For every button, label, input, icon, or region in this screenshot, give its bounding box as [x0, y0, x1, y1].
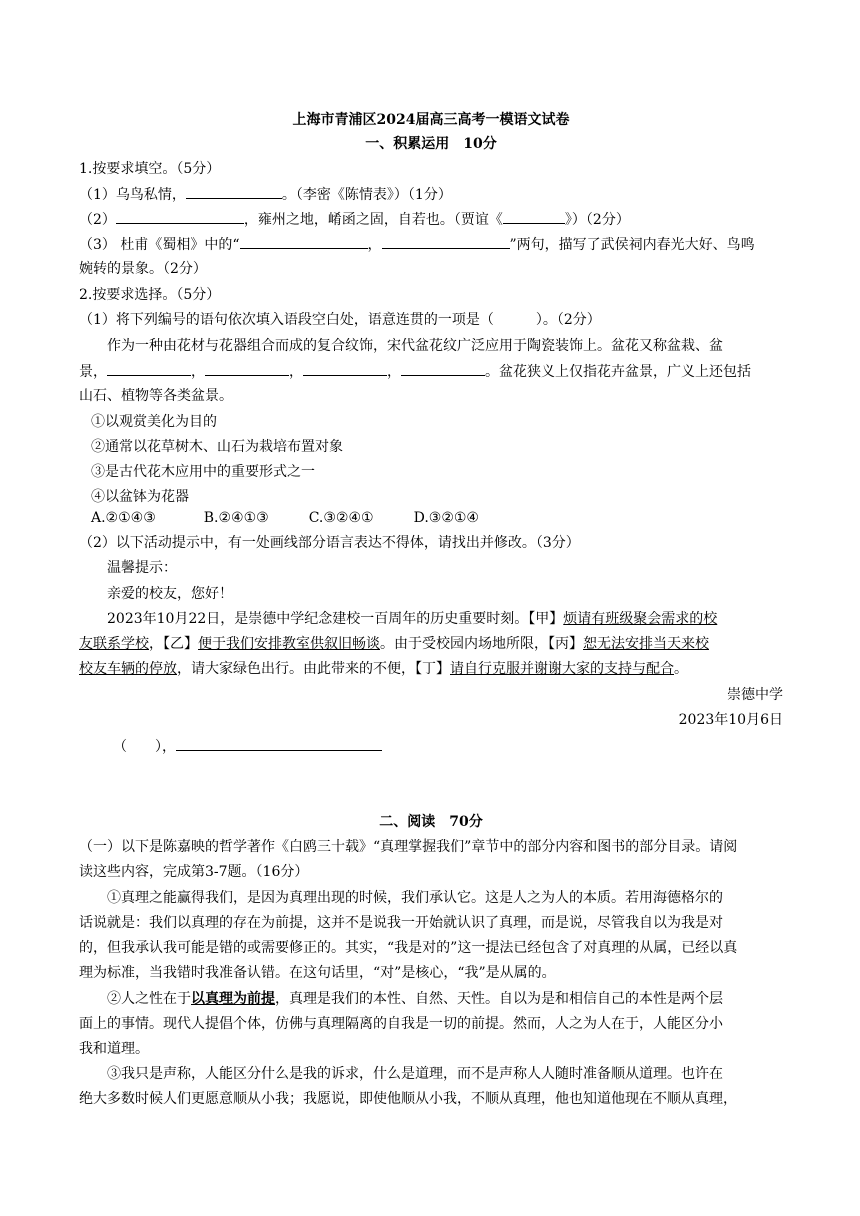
question-2-2: （2）以下活动提示中，有一处画线部分语言表达不得体，请找出并修改。（3分）	[79, 535, 580, 551]
reading-para-1-line: 理为标准，当我错时我准备认错。在这句话里，“对”是核心，“我”是从属的。	[79, 965, 556, 981]
option-4: ④以盆钵为花器	[91, 489, 189, 505]
choice-c[interactable]: C.③②④①	[308, 510, 374, 526]
choice-b[interactable]: B.②④①③	[203, 510, 269, 526]
notice-line	[79, 634, 783, 654]
passage-line: 山石、植物等各类盆景。	[79, 388, 233, 404]
reading-para-2	[107, 989, 783, 1009]
underlined-jia: 烦请有班级聚会需求的校	[563, 611, 718, 627]
exam-title: 上海市青浦区2024届高三高考一模语文试卷	[292, 112, 570, 128]
answer-blank[interactable]	[116, 209, 244, 224]
question-1: 1.按要求填空。（5分）	[79, 161, 221, 177]
notice-text: 。由于受校园内场地所限，【丙】	[380, 636, 583, 652]
choice-d[interactable]: D.③②①④	[413, 510, 479, 526]
reading-para-1-line: 的，但我承认我可能是错的或需要修正的。其实，“我是对的”这一提法已经包含了对真理的从属，已经以真	[79, 940, 738, 956]
notice-text: 2023年10月22日，是崇德中学纪念建校一百周年的历史重要时刻。【甲】	[107, 611, 564, 627]
reading-para-3-line: 绝大多数时候人们更愿意顺从小我；我愿说，即使他顺从小我，不顺从真理，他也知道他现在不顺从真理，	[79, 1091, 737, 1107]
answer-blank[interactable]	[205, 361, 289, 376]
passage-text: ，	[289, 364, 303, 380]
q1-2-text: ，雍州之地，崤函之固，自若也。（贾谊《	[243, 212, 503, 228]
notice-text: ，【乙】	[149, 636, 198, 652]
question-1-3	[79, 234, 783, 255]
question-2-1: （1）将下列编号的语句依次填入语段空白处，语意连贯的一项是（ ）。（2分）	[79, 312, 601, 328]
underlined-jia-cont: 友联系学校	[79, 636, 149, 652]
reading-intro: （一）以下是陈嘉映的哲学著作《白鸥三十载》“真理掌握我们”章节中的部分内容和图书的部分目录。请阅	[79, 839, 738, 855]
answer-blank[interactable]	[503, 209, 565, 224]
q1-1-source: 。（李密《陈情表》）（1分）	[281, 187, 452, 203]
answer-blank[interactable]	[240, 234, 368, 249]
answer-choice-paren[interactable]: （ ），	[113, 739, 176, 755]
notice-line	[107, 609, 783, 629]
option-3: ③是古代花木应用中的重要形式之一	[91, 464, 315, 480]
reading-text: ，真理是我们的本性、自然、天性。自以为是和相信自己的本性是两个层	[275, 991, 723, 1007]
answer-blank[interactable]	[401, 361, 485, 376]
reading-para-2-line: 面上的事情。现代人提倡个体，仿佛与真理隔离的自我是一切的前提。然而，人之为人在于，人能区分小	[79, 1016, 723, 1032]
option-1: ①以观赏美化为目的	[91, 414, 217, 430]
answer-blank[interactable]	[382, 234, 510, 249]
notice-signature-school: 崇德中学	[727, 687, 783, 703]
reading-para-3: ③我只是声称，人能区分什么是我的诉求，什么是道理，而不是声称人人随时准备顺从道理。也许在	[107, 1066, 723, 1082]
passage-line-blanks	[79, 361, 783, 382]
reading-para-2-line: 我和道理。	[79, 1041, 149, 1057]
choices-row	[91, 508, 795, 528]
notice-line	[79, 659, 783, 679]
reading-para-1: ①真理之能赢得我们，是因为真理出现的时候，我们承认它。这是人之为人的本质。若用海德格尔的	[107, 890, 723, 906]
answer-blank[interactable]	[176, 736, 382, 751]
answer-blank[interactable]	[186, 184, 282, 199]
reading-intro-cont: 读这些内容，完成第3-7题。（16分）	[79, 864, 309, 880]
q1-2-label: （2）	[79, 212, 116, 228]
section-1-heading: 一、积累运用 10分	[365, 136, 497, 152]
notice-text: 。	[674, 661, 688, 677]
passage-text: ，	[191, 364, 205, 380]
q1-3-text: （3） 杜甫《蜀相》中的“	[79, 237, 240, 253]
question-1-3-cont: 婉转的景象。（2分）	[79, 261, 207, 277]
section-2-heading: 二、阅读 70分	[379, 814, 483, 830]
passage-text: ，	[387, 364, 401, 380]
notice-tip: 温馨提示：	[107, 560, 177, 576]
underlined-yi: 便于我们安排教室供叙旧畅谈	[198, 636, 380, 652]
question-1-1	[79, 184, 783, 205]
reading-text: ②人之性在于	[107, 991, 191, 1007]
answer-blank[interactable]	[303, 361, 387, 376]
underlined-ding: 请自行克服并谢谢大家的支持与配合	[450, 661, 674, 677]
passage-text: 。盆花狭义上仅指花卉盆景，广义上还包括	[485, 364, 751, 380]
underlined-bing: 恕无法安排当天来校	[583, 636, 709, 652]
passage-text: 景，	[79, 364, 107, 380]
q1-1-text: （1）乌鸟私情，	[79, 187, 186, 203]
q1-3-comma: ，	[367, 237, 382, 253]
underlined-key-phrase: 以真理为前提	[191, 991, 275, 1007]
q1-3-desc: ”两句，描写了武侯祠内春光大好、鸟鸣	[509, 237, 755, 253]
notice-greeting: 亲爱的校友，您好！	[107, 586, 233, 602]
reading-para-1-line: 话说就是：我们以真理的存在为前提，这并不是说我一开始就认识了真理，而是说，尽管我自以为我是对	[79, 915, 723, 931]
notice-text: ，请大家绿色出行。由此带来的不便，【丁】	[177, 661, 450, 677]
passage-line: 作为一种由花材与花器组合而成的复合纹饰，宋代盆花纹广泛应用于陶瓷装饰上。盆花又称盆栽、盆	[107, 338, 723, 354]
question-2: 2.按要求选择。（5分）	[79, 287, 221, 303]
option-2: ②通常以花草树木、山石为栽培布置对象	[91, 439, 343, 455]
answer-blank[interactable]	[107, 361, 191, 376]
underlined-bing-cont: 校友车辆的停放	[79, 661, 177, 677]
q1-2-score: 》）（2分）	[564, 212, 630, 228]
answer-line	[113, 736, 817, 757]
choice-a[interactable]: A.②①④③	[91, 510, 156, 526]
question-1-2	[79, 209, 783, 230]
notice-signature-date: 2023年10月6日	[678, 712, 783, 728]
